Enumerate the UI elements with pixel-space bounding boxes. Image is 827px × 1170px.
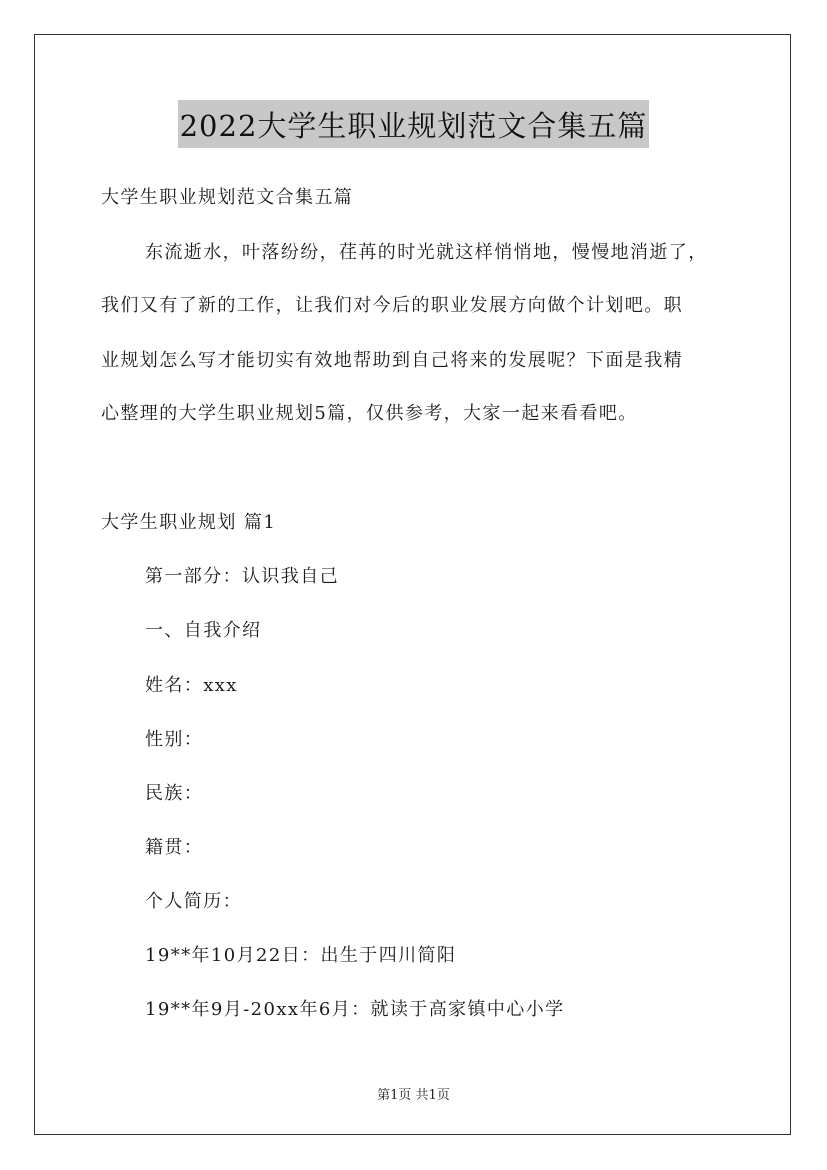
intro-line-1: 东流逝水，叶落纷纷，荏苒的时光就这样悄悄地，慢慢地消逝了， (145, 242, 708, 263)
intro-line-3: 业规划怎么写才能切实有效地帮助到自己将来的发展呢？下面是我精 (101, 350, 683, 371)
field-name: 姓名：xxx (145, 675, 238, 696)
intro-line-4: 心整理的大学生职业规划5篇，仅供参考，大家一起来看看吧。 (101, 403, 638, 424)
document-title: 2022大学生职业规划范文合集五篇 (178, 100, 650, 148)
sub-heading: 一、自我介绍 (145, 620, 262, 641)
section-heading: 大学生职业规划 篇1 (101, 512, 277, 533)
history-entry-2: 19**年9月-20xx年6月：就读于高家镇中心小学 (145, 999, 565, 1020)
field-gender: 性别： (145, 729, 204, 750)
field-resume: 个人简历： (145, 891, 242, 912)
page-footer (0, 1084, 827, 1103)
part-heading: 第一部分：认识我自己 (145, 566, 339, 587)
intro-line-2: 我们又有了新的工作，让我们对今后的职业发展方向做个计划吧。职 (101, 295, 683, 316)
document-title-wrap (0, 100, 827, 148)
history-entry-1: 19**年10月22日：出生于四川简阳 (145, 945, 457, 966)
page-number: 第1页 共1页 (377, 1088, 450, 1103)
field-origin: 籍贯： (145, 837, 204, 858)
subtitle: 大学生职业规划范文合集五篇 (101, 187, 354, 208)
field-ethnicity: 民族： (145, 783, 204, 804)
